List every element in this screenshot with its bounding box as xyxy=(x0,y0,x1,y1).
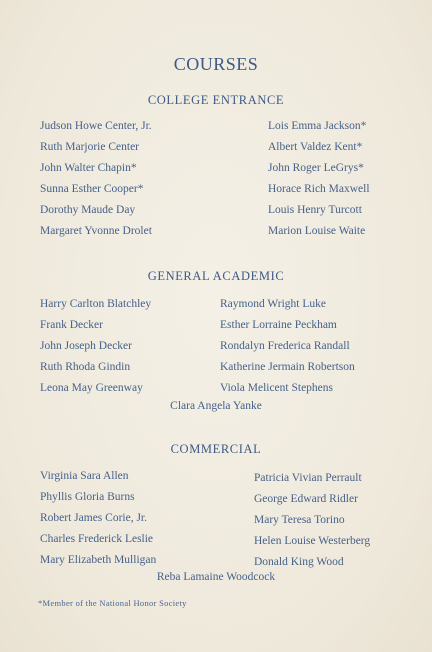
student-name: Viola Melicent Stephens xyxy=(220,382,334,394)
student-name: Robert James Corie, Jr. xyxy=(40,512,147,524)
section-heading-college-entrance: COLLEGE ENTRANCE xyxy=(147,93,285,107)
student-name: Ruth Rhoda Gindin xyxy=(40,361,131,373)
student-name: Helen Louise Westerberg xyxy=(254,535,371,547)
student-name: Horace Rich Maxwell xyxy=(268,183,370,195)
student-name: George Edward Ridler xyxy=(254,493,358,505)
student-name: Margaret Yvonne Drolet xyxy=(40,225,152,237)
student-name: Ruth Marjorie Center xyxy=(40,141,140,153)
section-heading-commercial: COMMERCIAL xyxy=(170,442,262,456)
student-name: Albert Valdez Kent* xyxy=(268,141,363,153)
student-name: Marion Louise Waite xyxy=(268,225,366,237)
student-name: Judson Howe Center, Jr. xyxy=(40,120,152,132)
student-name: Dorothy Maude Day xyxy=(40,204,136,216)
page-title: COURSES xyxy=(173,54,259,74)
student-name: Mary Teresa Torino xyxy=(254,514,345,526)
student-name: John Walter Chapin* xyxy=(40,162,137,174)
student-name: Frank Decker xyxy=(40,319,103,331)
student-name: John Roger LeGrys* xyxy=(268,162,364,174)
commercial-right-column xyxy=(254,468,370,573)
student-name: Donald King Wood xyxy=(254,556,344,568)
student-name: Louis Henry Turcott xyxy=(268,204,362,216)
student-name: Mary Elizabeth Mulligan xyxy=(40,554,157,566)
student-name-centered: Clara Angela Yanke xyxy=(170,400,262,412)
student-name: Leona May Greenway xyxy=(40,382,143,394)
student-name: John Joseph Decker xyxy=(40,340,132,352)
student-name: Raymond Wright Luke xyxy=(220,298,327,310)
college-left-column xyxy=(40,116,152,242)
general-left-column xyxy=(40,294,151,399)
student-name: Virginia Sara Allen xyxy=(40,470,129,482)
footnote: *Member of the National Honor Society xyxy=(38,598,187,608)
student-name: Esther Lorraine Peckham xyxy=(220,319,337,331)
student-name: Patricia Vivian Perrault xyxy=(254,472,362,484)
commercial-left-column xyxy=(40,466,156,571)
general-right-column xyxy=(220,294,355,399)
student-name: Rondalyn Frederica Randall xyxy=(220,340,350,352)
student-name: Charles Frederick Leslie xyxy=(40,533,154,545)
college-right-column xyxy=(268,116,370,242)
student-name: Sunna Esther Cooper* xyxy=(40,183,144,195)
student-name: Lois Emma Jackson* xyxy=(268,120,367,132)
section-heading-general-academic: GENERAL ACADEMIC xyxy=(147,269,285,283)
student-name: Katherine Jermain Robertson xyxy=(220,361,355,373)
student-name: Phyllis Gloria Burns xyxy=(40,491,135,503)
student-name: Harry Carlton Blatchley xyxy=(40,298,152,310)
student-name-centered: Reba Lamaine Woodcock xyxy=(156,571,276,583)
